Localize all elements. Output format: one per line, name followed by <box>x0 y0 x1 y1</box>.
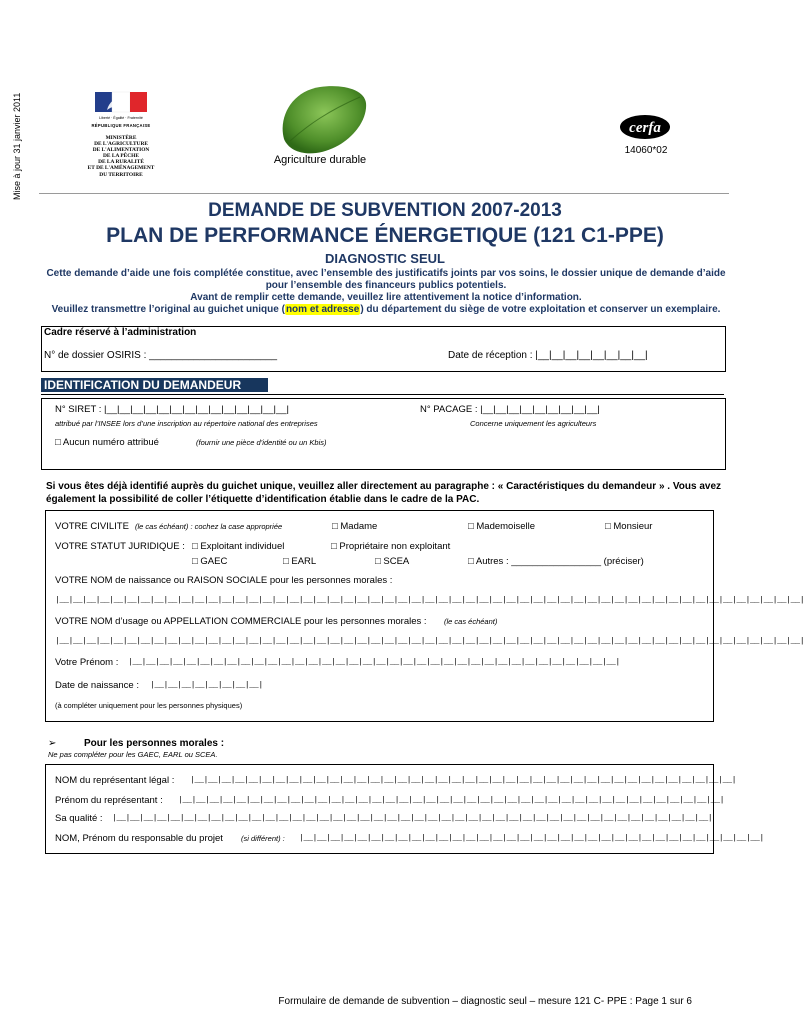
title-divider <box>39 193 729 194</box>
green-leaf-logo-icon <box>276 79 370 159</box>
prenom-label: Votre Prénom : <box>55 657 119 668</box>
rep-prenom-field[interactable]: |__|__|__|__|__|__|__|__|__|__|__|__|__|__|__|__|__|__|__|__|__|__|__|__|__|__|__|__|__|__|__|__|__|__|__|__|__|__|__|__| <box>178 796 725 805</box>
checkbox-mademoiselle[interactable]: □ Mademoiselle <box>468 521 535 532</box>
no-number-note: (fournir une pièce d’identité ou un Kbis) <box>196 438 327 447</box>
section-rule <box>41 394 724 395</box>
reception-date-field[interactable]: Date de réception : |__|__|__|__|__|__|__|__| <box>448 350 648 361</box>
rep-nom-label: NOM du représentant légal : <box>55 775 175 786</box>
prenom-field[interactable]: |__|__|__|__|__|__|__|__|__|__|__|__|__|__|__|__|__|__|__|__|__|__|__|__|__|__|__|__|__|__|__|__|__|__|__|__| <box>128 658 620 667</box>
page-footer: Formulaire de demande de subvention – diagnostic seul – mesure 121 C- PPE : Page 1 sur 6 <box>278 996 692 1007</box>
cerfa-logo-icon <box>619 114 671 140</box>
personnes-morales-subtitle: Ne pas compléter pour les GAEC, EARL ou SCEA. <box>48 750 218 759</box>
bullet-arrow-icon: ➢ <box>48 738 57 749</box>
qualite-field[interactable]: |__|__|__|__|__|__|__|__|__|__|__|__|__|__|__|__|__|__|__|__|__|__|__|__|__|__|__|__|__|__|__|__|__|__|__|__|__|__|__|__|__|__|__|__| <box>112 814 713 823</box>
checkbox-scea[interactable]: □ SCEA <box>375 556 410 567</box>
pacage-note: Concerne uniquement les agriculteurs <box>470 419 597 428</box>
rf-republic-label: RÉPUBLIQUE FRANÇAISE <box>91 123 151 128</box>
title-line-1: DEMANDE DE SUBVENTION 2007-2013 <box>208 200 562 221</box>
checkbox-gaec[interactable]: □ GAEC <box>192 556 228 567</box>
nom-naissance-field[interactable]: |__|__|__|__|__|__|__|__|__|__|__|__|__|__|__|__|__|__|__|__|__|__|__|__|__|__|__|__|__|__|__|__|__|__|__|__|__|__|__|__|__|__|__|__|__|__|__|__|__|__|__|__|__|__|__| <box>55 596 804 605</box>
civilite-note: (le cas échéant) : cochez la case appropriée <box>135 522 283 531</box>
nom-naissance-label: VOTRE NOM de naissance ou RAISON SOCIALE pour les personnes morales : <box>55 575 393 586</box>
responsable-field[interactable]: |__|__|__|__|__|__|__|__|__|__|__|__|__|__|__|__|__|__|__|__|__|__|__|__|__|__|__|__|__|__|__|__|__|__| <box>299 834 764 843</box>
nom-usage-label: VOTRE NOM d’usage ou APPELLATION COMMERCIALE pour les personnes morales : <box>55 616 427 627</box>
civilite-label: VOTRE CIVILITE <box>55 521 129 532</box>
intro-paragraph-3 <box>44 304 728 316</box>
checkbox-monsieur[interactable]: □ Monsieur <box>605 521 653 532</box>
rep-prenom-label: Prénom du représentant : <box>55 795 163 806</box>
checkbox-madame[interactable]: □ Madame <box>332 521 378 532</box>
naissance-label: Date de naissance : <box>55 680 139 691</box>
title-line-3: DIAGNOSTIC SEUL <box>325 251 445 266</box>
agriculture-durable-caption: Agriculture durable <box>273 154 367 166</box>
ministry-name: MINISTÈRE DE L'AGRICULTURE DE L'ALIMENTATION DE LA PÊCHE DE LA RURALITÉ ET DE L'AMÉNAGEMENT DU TERRITOIRE <box>87 135 155 178</box>
intro-paragraph-1: Cette demande d’aide une fois complétée constitue, avec l’ensemble des justificatifs joints par vos soins, le dossier unique de demande d’aide pour l’ensemble des financeurs publics potentiels. <box>46 268 726 291</box>
checkbox-exploitant-individuel[interactable]: □ Exploitant individuel <box>192 541 285 552</box>
intro-p3-b: ) du département du siège de votre exploitation et conserver un exemplaire. <box>360 304 721 315</box>
title-line-2: PLAN DE PERFORMANCE ÉNERGETIQUE (121 C1-PPE) <box>106 224 664 247</box>
naissance-note: (à compléter uniquement pour les personnes physiques) <box>55 701 243 710</box>
admin-reserved-label: Cadre réservé à l’administration <box>44 327 197 338</box>
qualite-label: Sa qualité : <box>55 813 103 824</box>
no-number-checkbox[interactable]: □ Aucun numéro attribué <box>55 437 159 448</box>
nom-usage-note: (le cas échéant) <box>444 617 498 626</box>
revision-date-vertical: Mise à jour 31 janvier 2011 <box>12 92 22 200</box>
checkbox-autres[interactable]: □ Autres : _________________ (préciser) <box>468 556 644 567</box>
responsable-note: (si différent) : <box>241 834 285 843</box>
siret-field[interactable]: N° SIRET : |__|__|__|__|__|__|__|__|__|__|__|__|__|__| <box>55 404 289 415</box>
rep-nom-field[interactable]: |__|__|__|__|__|__|__|__|__|__|__|__|__|__|__|__|__|__|__|__|__|__|__|__|__|__|__|__|__|__|__|__|__|__|__|__|__|__|__|__| <box>190 776 737 785</box>
intro-paragraph-2: Avant de remplir cette demande, veuillez lire attentivement la notice d’information. <box>190 292 582 303</box>
checkbox-earl[interactable]: □ EARL <box>283 556 317 567</box>
intro-text <box>44 268 728 316</box>
checkbox-proprietaire[interactable]: □ Propriétaire non exploitant <box>331 541 451 552</box>
pacage-field[interactable]: N° PACAGE : |__|__|__|__|__|__|__|__|__| <box>420 404 600 415</box>
ministry-logo <box>79 86 163 176</box>
responsable-label: NOM, Prénom du responsable du projet <box>55 833 223 844</box>
intro-p3-a: Veuillez transmettre l’original au guichet unique ( <box>51 304 285 315</box>
statut-label: VOTRE STATUT JURIDIQUE : <box>55 541 185 552</box>
siret-note: attribué par l’INSEE lors d’une inscription au répertoire national des entreprises <box>55 419 318 428</box>
naissance-field[interactable]: |__|__|__|__|__|__|__|__| <box>150 681 263 690</box>
personnes-morales-title: Pour les personnes morales : <box>84 738 225 749</box>
address-highlight: nom et adresse <box>285 304 360 315</box>
nom-usage-field[interactable]: |__|__|__|__|__|__|__|__|__|__|__|__|__|__|__|__|__|__|__|__|__|__|__|__|__|__|__|__|__|__|__|__|__|__|__|__|__|__|__|__|__|__|__|__|__|__|__|__|__|__|__|__|__|__|__| <box>55 637 804 646</box>
rf-motto: Liberté · Égalité · Fraternité <box>99 116 143 120</box>
cerfa-number: 14060*02 <box>624 145 668 156</box>
marianne-flag-icon <box>95 92 147 112</box>
section-title-identification: IDENTIFICATION DU DEMANDEUR <box>44 378 242 392</box>
already-identified-notice: Si vous êtes déjà identifié auprès du guichet unique, veuillez aller directement au paragraphe : « Caractéristiques du demandeur » . Vous avez également la possibilité de coller l’étiquette d’identification établie dans le cadre de la PAC. <box>46 481 722 505</box>
cerfa-label: cerfa <box>629 120 661 136</box>
osiris-file-number-field[interactable]: N° de dossier OSIRIS : _______________________ <box>44 350 278 361</box>
